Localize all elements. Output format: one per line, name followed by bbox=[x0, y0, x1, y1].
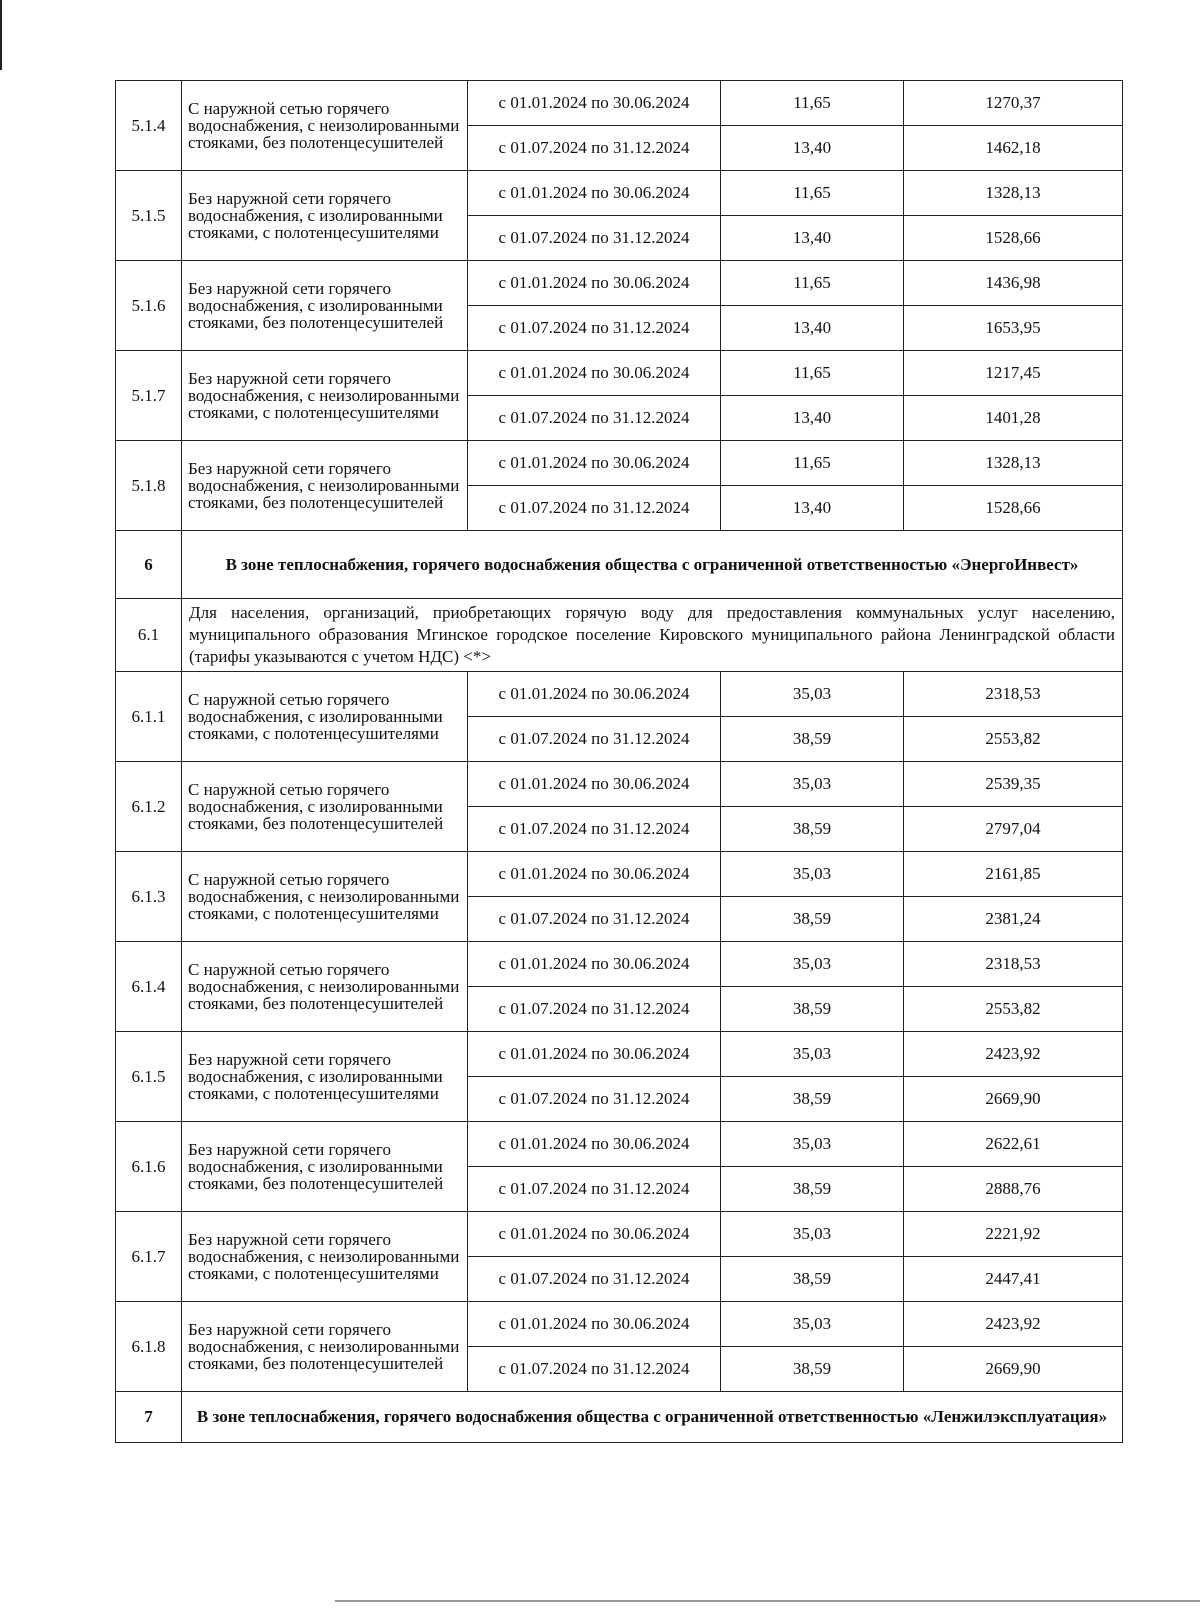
subsection-row-6-1 bbox=[116, 599, 1123, 672]
tariff-value-cell: 2447,41 bbox=[904, 1257, 1123, 1302]
tariff-row bbox=[116, 942, 1123, 987]
section-7-block bbox=[116, 1392, 1123, 1443]
period-cell: с 01.07.2024 по 31.12.2024 bbox=[468, 1257, 721, 1302]
item-description: С наружной сетью горячего водоснабжения, с изолированными стояками, без полотенцесушителей bbox=[182, 762, 468, 852]
tariff-value-cell: 2797,04 bbox=[904, 807, 1123, 852]
tariff-table bbox=[115, 80, 1123, 1443]
component-value-cell: 38,59 bbox=[721, 717, 904, 762]
item-code: 6.1.2 bbox=[116, 762, 182, 852]
item-description: С наружной сетью горячего водоснабжения, с неизолированными стояками, с полотенцесушителями bbox=[182, 852, 468, 942]
subsection-number: 6.1 bbox=[116, 599, 182, 672]
item-description: Без наружной сети горячего водоснабжения, с изолированными стояками, без полотенцесушителей bbox=[182, 261, 468, 351]
tariff-row bbox=[116, 762, 1123, 807]
section-row-6 bbox=[116, 531, 1123, 599]
component-value-cell: 13,40 bbox=[721, 306, 904, 351]
item-code: 6.1.7 bbox=[116, 1212, 182, 1302]
period-cell: с 01.07.2024 по 31.12.2024 bbox=[468, 216, 721, 261]
component-value-cell: 35,03 bbox=[721, 852, 904, 897]
item-code: 5.1.7 bbox=[116, 351, 182, 441]
tariff-row bbox=[116, 852, 1123, 897]
tariff-value-cell: 2622,61 bbox=[904, 1122, 1123, 1167]
tariff-row bbox=[116, 1302, 1123, 1347]
component-value-cell: 38,59 bbox=[721, 807, 904, 852]
period-cell: с 01.07.2024 по 31.12.2024 bbox=[468, 486, 721, 531]
tariff-value-cell: 2553,82 bbox=[904, 717, 1123, 762]
component-value-cell: 35,03 bbox=[721, 1302, 904, 1347]
component-value-cell: 35,03 bbox=[721, 942, 904, 987]
component-value-cell: 11,65 bbox=[721, 81, 904, 126]
period-cell: с 01.07.2024 по 31.12.2024 bbox=[468, 396, 721, 441]
tariff-value-cell: 2539,35 bbox=[904, 762, 1123, 807]
component-value-cell: 38,59 bbox=[721, 1077, 904, 1122]
component-value-cell: 38,59 bbox=[721, 1167, 904, 1212]
period-cell: с 01.07.2024 по 31.12.2024 bbox=[468, 306, 721, 351]
item-code: 6.1.4 bbox=[116, 942, 182, 1032]
item-description: Без наружной сети горячего водоснабжения, с изолированными стояками, с полотенцесушителями bbox=[182, 1032, 468, 1122]
period-cell: с 01.01.2024 по 30.06.2024 bbox=[468, 1122, 721, 1167]
item-description: С наружной сетью горячего водоснабжения, с неизолированными стояками, без полотенцесушителей bbox=[182, 81, 468, 171]
tariff-row bbox=[116, 351, 1123, 396]
period-cell: с 01.01.2024 по 30.06.2024 bbox=[468, 942, 721, 987]
section-title: В зоне теплоснабжения, горячего водоснабжения общества с ограниченной ответственностью «Ленжилэксплуатация» bbox=[182, 1392, 1123, 1443]
tariff-value-cell: 1328,13 bbox=[904, 171, 1123, 216]
component-value-cell: 11,65 bbox=[721, 351, 904, 396]
period-cell: с 01.07.2024 по 31.12.2024 bbox=[468, 717, 721, 762]
period-cell: с 01.01.2024 по 30.06.2024 bbox=[468, 81, 721, 126]
component-value-cell: 13,40 bbox=[721, 216, 904, 261]
item-code: 6.1.1 bbox=[116, 672, 182, 762]
item-description: Без наружной сети горячего водоснабжения, с неизолированными стояками, с полотенцесушителями bbox=[182, 1212, 468, 1302]
item-code: 5.1.6 bbox=[116, 261, 182, 351]
period-cell: с 01.01.2024 по 30.06.2024 bbox=[468, 261, 721, 306]
component-value-cell: 11,65 bbox=[721, 441, 904, 486]
tariff-group-block-6 bbox=[116, 672, 1123, 1392]
tariff-group-block-5 bbox=[116, 81, 1123, 531]
component-value-cell: 35,03 bbox=[721, 1212, 904, 1257]
period-cell: с 01.07.2024 по 31.12.2024 bbox=[468, 1167, 721, 1212]
item-code: 6.1.3 bbox=[116, 852, 182, 942]
section-6-block bbox=[116, 531, 1123, 672]
period-cell: с 01.01.2024 по 30.06.2024 bbox=[468, 852, 721, 897]
tariff-row bbox=[116, 1212, 1123, 1257]
component-value-cell: 35,03 bbox=[721, 762, 904, 807]
component-value-cell: 13,40 bbox=[721, 126, 904, 171]
item-description: Без наружной сети горячего водоснабжения, с неизолированными стояками, без полотенцесушителей bbox=[182, 1302, 468, 1392]
period-cell: с 01.01.2024 по 30.06.2024 bbox=[468, 672, 721, 717]
tariff-value-cell: 2318,53 bbox=[904, 672, 1123, 717]
tariff-value-cell: 2669,90 bbox=[904, 1347, 1123, 1392]
tariff-value-cell: 1653,95 bbox=[904, 306, 1123, 351]
item-description: Без наружной сети горячего водоснабжения, с неизолированными стояками, с полотенцесушителями bbox=[182, 351, 468, 441]
tariff-row bbox=[116, 261, 1123, 306]
component-value-cell: 13,40 bbox=[721, 396, 904, 441]
component-value-cell: 13,40 bbox=[721, 486, 904, 531]
period-cell: с 01.07.2024 по 31.12.2024 bbox=[468, 987, 721, 1032]
tariff-value-cell: 1436,98 bbox=[904, 261, 1123, 306]
tariff-value-cell: 1528,66 bbox=[904, 216, 1123, 261]
period-cell: с 01.01.2024 по 30.06.2024 bbox=[468, 351, 721, 396]
tariff-value-cell: 1270,37 bbox=[904, 81, 1123, 126]
section-row-7 bbox=[116, 1392, 1123, 1443]
item-code: 5.1.4 bbox=[116, 81, 182, 171]
tariff-value-cell: 1217,45 bbox=[904, 351, 1123, 396]
component-value-cell: 11,65 bbox=[721, 171, 904, 216]
period-cell: с 01.01.2024 по 30.06.2024 bbox=[468, 762, 721, 807]
scan-edge-mark bbox=[0, 0, 2, 70]
period-cell: с 01.01.2024 по 30.06.2024 bbox=[468, 1212, 721, 1257]
subsection-description: Для населения, организаций, приобретающих горячую воду для предоставления коммунальных услуг населению, муниципального образования Мгинское городское поселение Кировского муниципального района Ленинградской области (тарифы указываются с учетом НДС) <*> bbox=[182, 599, 1123, 672]
tariff-row bbox=[116, 171, 1123, 216]
tariff-row bbox=[116, 1122, 1123, 1167]
tariff-value-cell: 2553,82 bbox=[904, 987, 1123, 1032]
component-value-cell: 38,59 bbox=[721, 897, 904, 942]
item-description: Без наружной сети горячего водоснабжения, с изолированными стояками, без полотенцесушителей bbox=[182, 1122, 468, 1212]
period-cell: с 01.07.2024 по 31.12.2024 bbox=[468, 1077, 721, 1122]
section-title: В зоне теплоснабжения, горячего водоснабжения общества с ограниченной ответственностью «ЭнергоИнвест» bbox=[182, 531, 1123, 599]
tariff-value-cell: 1462,18 bbox=[904, 126, 1123, 171]
tariff-value-cell: 2318,53 bbox=[904, 942, 1123, 987]
tariff-value-cell: 1528,66 bbox=[904, 486, 1123, 531]
tariff-value-cell: 2669,90 bbox=[904, 1077, 1123, 1122]
component-value-cell: 11,65 bbox=[721, 261, 904, 306]
component-value-cell: 35,03 bbox=[721, 1032, 904, 1077]
tariff-row bbox=[116, 672, 1123, 717]
tariff-value-cell: 2423,92 bbox=[904, 1032, 1123, 1077]
period-cell: с 01.01.2024 по 30.06.2024 bbox=[468, 441, 721, 486]
section-number: 6 bbox=[116, 531, 182, 599]
tariff-value-cell: 2221,92 bbox=[904, 1212, 1123, 1257]
tariff-value-cell: 2161,85 bbox=[904, 852, 1123, 897]
section-number: 7 bbox=[116, 1392, 182, 1443]
period-cell: с 01.07.2024 по 31.12.2024 bbox=[468, 807, 721, 852]
tariff-value-cell: 2381,24 bbox=[904, 897, 1123, 942]
component-value-cell: 35,03 bbox=[721, 1122, 904, 1167]
period-cell: с 01.07.2024 по 31.12.2024 bbox=[468, 1347, 721, 1392]
item-description: Без наружной сети горячего водоснабжения, с неизолированными стояками, без полотенцесушителей bbox=[182, 441, 468, 531]
scan-bottom-edge bbox=[335, 1600, 1200, 1602]
item-description: С наружной сетью горячего водоснабжения, с изолированными стояками, с полотенцесушителями bbox=[182, 672, 468, 762]
period-cell: с 01.07.2024 по 31.12.2024 bbox=[468, 126, 721, 171]
component-value-cell: 38,59 bbox=[721, 1257, 904, 1302]
period-cell: с 01.07.2024 по 31.12.2024 bbox=[468, 897, 721, 942]
item-code: 6.1.5 bbox=[116, 1032, 182, 1122]
item-code: 6.1.6 bbox=[116, 1122, 182, 1212]
tariff-value-cell: 2423,92 bbox=[904, 1302, 1123, 1347]
item-code: 5.1.8 bbox=[116, 441, 182, 531]
tariff-value-cell: 1328,13 bbox=[904, 441, 1123, 486]
item-code: 5.1.5 bbox=[116, 171, 182, 261]
item-description: С наружной сетью горячего водоснабжения, с неизолированными стояками, без полотенцесушителей bbox=[182, 942, 468, 1032]
tariff-row bbox=[116, 1032, 1123, 1077]
period-cell: с 01.01.2024 по 30.06.2024 bbox=[468, 171, 721, 216]
component-value-cell: 38,59 bbox=[721, 1347, 904, 1392]
tariff-value-cell: 1401,28 bbox=[904, 396, 1123, 441]
component-value-cell: 35,03 bbox=[721, 672, 904, 717]
item-code: 6.1.8 bbox=[116, 1302, 182, 1392]
item-description: Без наружной сети горячего водоснабжения, с изолированными стояками, с полотенцесушителями bbox=[182, 171, 468, 261]
component-value-cell: 38,59 bbox=[721, 987, 904, 1032]
tariff-value-cell: 2888,76 bbox=[904, 1167, 1123, 1212]
tariff-row bbox=[116, 81, 1123, 126]
period-cell: с 01.01.2024 по 30.06.2024 bbox=[468, 1032, 721, 1077]
period-cell: с 01.01.2024 по 30.06.2024 bbox=[468, 1302, 721, 1347]
tariff-row bbox=[116, 441, 1123, 486]
